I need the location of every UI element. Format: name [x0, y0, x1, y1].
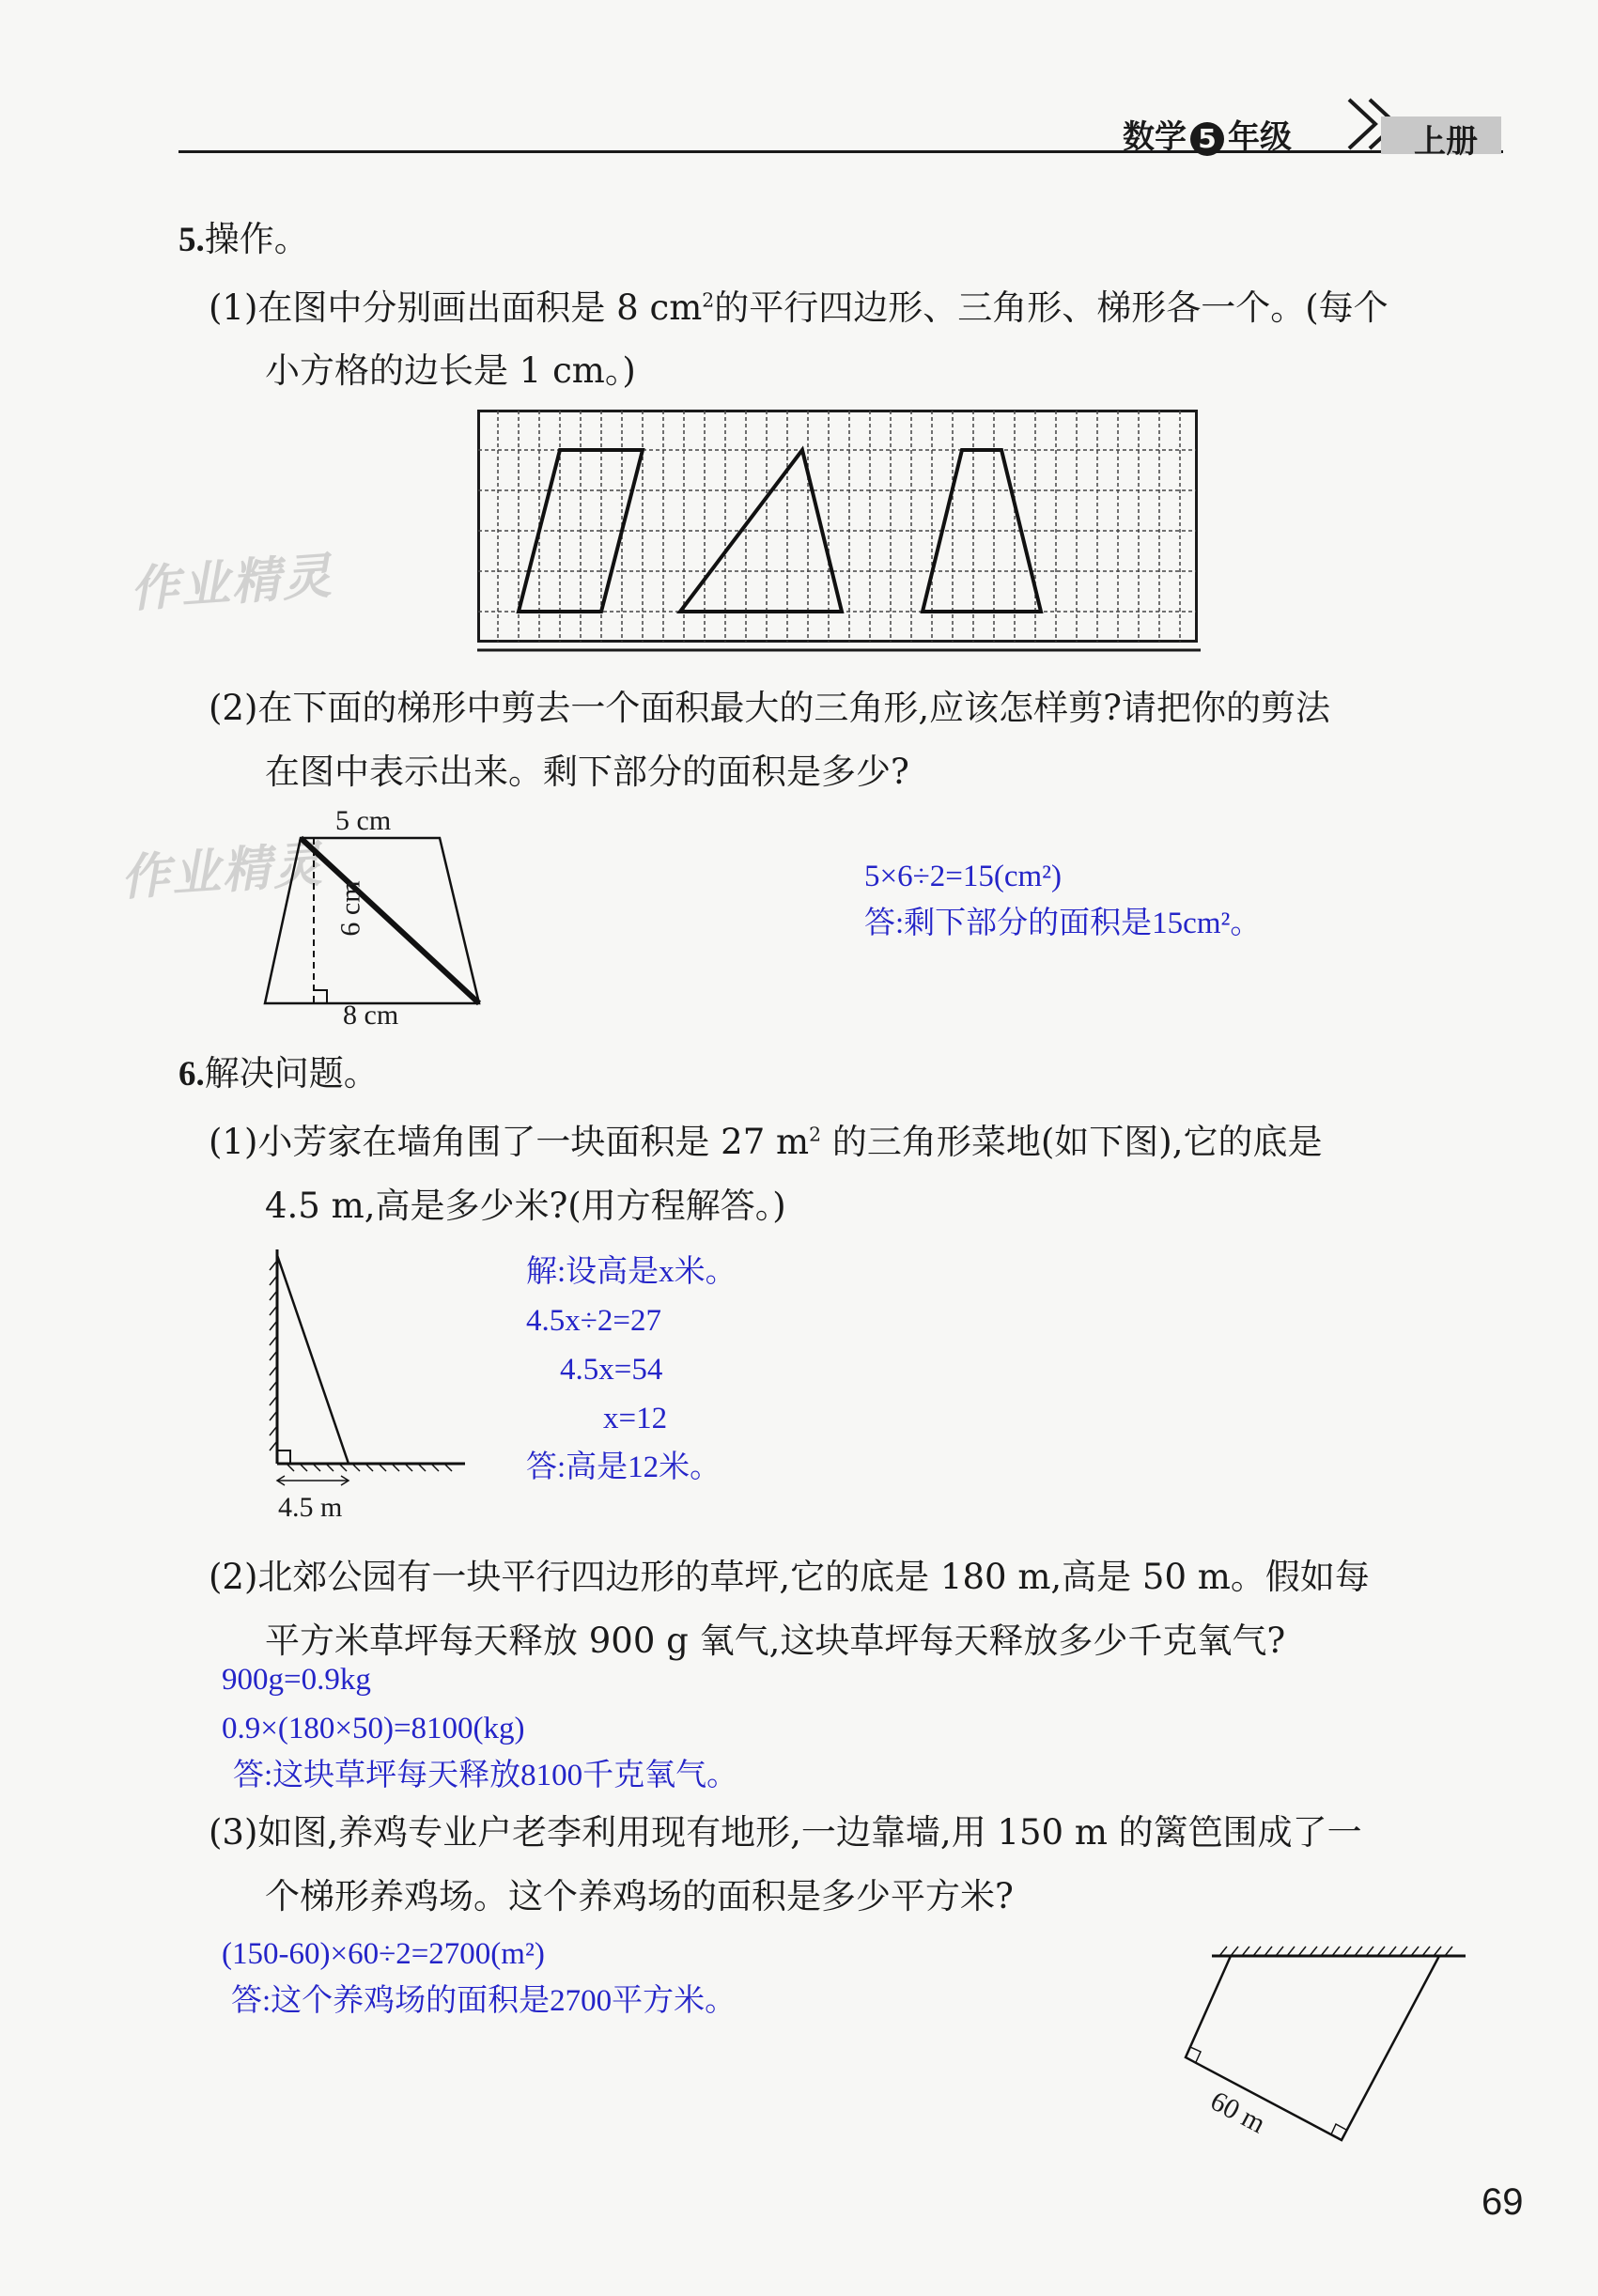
q5-p2-line2: 在图中表示出来。剩下部分的面积是多少?	[265, 752, 909, 792]
trap-bottom-label: 8 cm	[343, 1000, 399, 1031]
q5-title: 5.操作。	[178, 219, 309, 259]
trap-top-label: 5 cm	[335, 805, 392, 836]
q6-title: 6.解决问题。	[178, 1053, 379, 1094]
q6-p1-line1: (1)小芳家在墙角围了一块面积是 27 $m^2$ 的三角形菜地(如下图),它的底是	[209, 1122, 1323, 1162]
q6-p1-answer-3: 4.5x=54	[560, 1353, 663, 1387]
page-number: 69	[1482, 2181, 1524, 2223]
q6-p2-line1: (2)北郊公园有一块平行四边形的草坪,它的底是 180 m,高是 50 m。假如每	[209, 1557, 1370, 1597]
q6-p1-answer-2: 4.5x÷2=27	[526, 1304, 661, 1338]
watermark: 作业精灵	[128, 548, 335, 619]
q6-p1-line2: 4.5 m,高是多少米?(用方程解答。)	[265, 1186, 786, 1226]
q6-p2-answer-3: 答:这块草坪每天释放8100千克氧气。	[233, 1759, 738, 1792]
header-rule	[178, 150, 1503, 153]
chicken-farm-figure	[1174, 1935, 1484, 2161]
q6-p2-answer-1: 900g=0.9kg	[222, 1663, 371, 1697]
q6-p1-answer-4: x=12	[603, 1402, 668, 1435]
q6-p3-line1: (3)如图,养鸡专业户老李利用现有地形,一边靠墙,用 150 m 的篱笆围成了一	[209, 1812, 1362, 1853]
q5-p1-line1: (1)在图中分别画出面积是 8 $cm^2$的平行四边形、三角形、梯形各一个。(每个	[209, 287, 1389, 328]
header-volume: 上册	[1414, 123, 1478, 161]
q6-p1-answer-1: 解:设高是x米。	[526, 1255, 737, 1289]
base-label: 4.5 m	[278, 1492, 343, 1523]
q5-answer-1: 5×6÷2=15(cm²)	[864, 860, 1063, 893]
q5-answer-2: 答:剩下部分的面积是15cm²。	[864, 907, 1262, 940]
q6-p3-answer-2: 答:这个养鸡场的面积是2700平方米。	[231, 1984, 737, 2018]
grid-figure	[477, 410, 1204, 658]
q6-p2-answer-2: 0.9×(180×50)=8100(kg)	[222, 1712, 525, 1745]
q6-p3-line2: 个梯形养鸡场。这个养鸡场的面积是多少平方米?	[265, 1876, 1014, 1916]
fig-label-60m: 60 m	[1205, 2085, 1271, 2140]
q6-p3-answer-1: (150-60)×60÷2=2700(m²)	[222, 1937, 545, 1971]
header-subject: 数学 5 年级	[1123, 118, 1292, 156]
trap-height-label: 6 cm	[334, 880, 366, 937]
q6-p2-line2: 平方米草坪每天释放 900 g 氧气,这块草坪每天释放多少千克氧气?	[265, 1621, 1286, 1661]
q5-p1-line2: 小方格的边长是 1 cm。)	[265, 350, 636, 391]
q5-p2-line1: (2)在下面的梯形中剪去一个面积最大的三角形,应该怎样剪?请把你的剪法	[209, 688, 1331, 728]
wall-triangle-figure	[258, 1242, 474, 1486]
watermark: 作业精灵	[118, 836, 326, 908]
q6-p1-answer-5: 答:高是12米。	[526, 1451, 721, 1484]
